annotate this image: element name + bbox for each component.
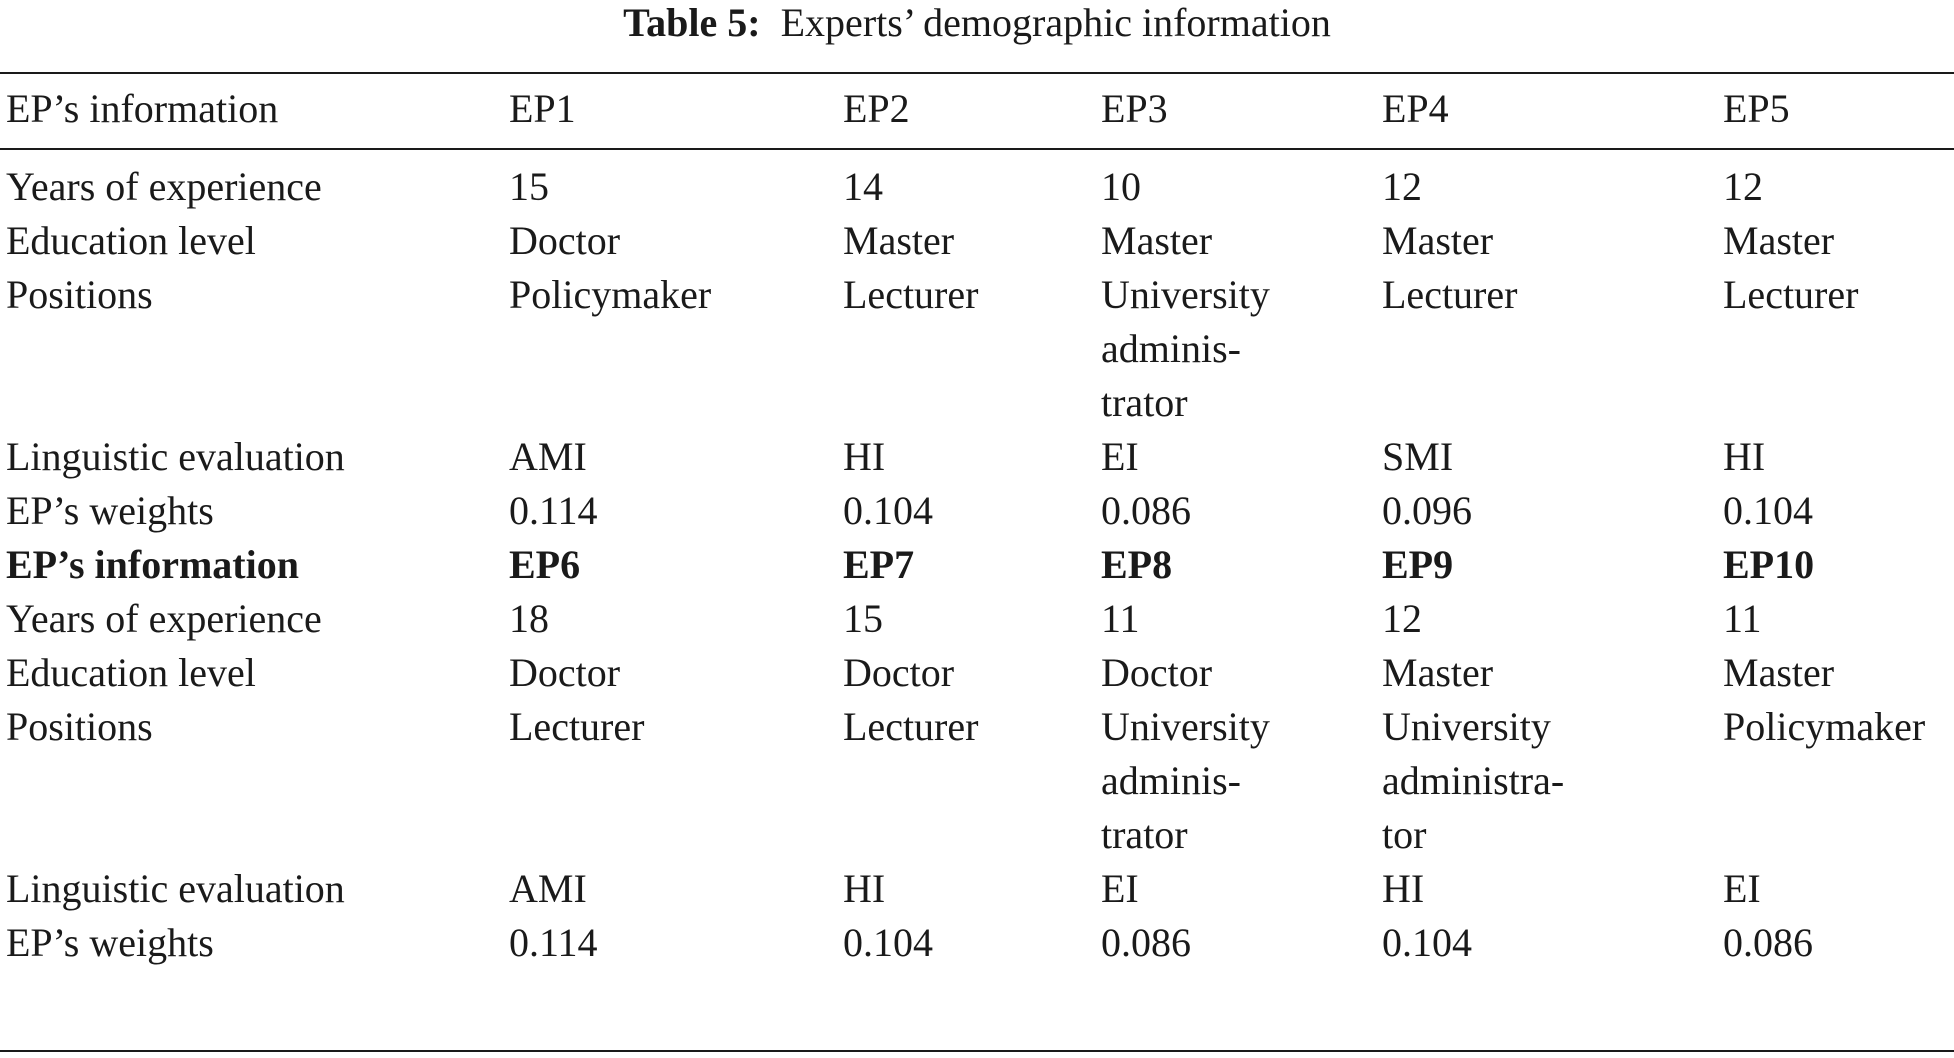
header-row <box>0 82 1954 148</box>
subheader-row <box>0 538 1954 592</box>
table-cell: Master <box>1101 218 1213 263</box>
table-cell: Lecturer <box>509 704 645 749</box>
table-cell: HI <box>843 434 886 479</box>
bottom-rule <box>0 1050 1954 1052</box>
table-cell: University administra- tor <box>1382 704 1565 857</box>
table-cell: Lecturer <box>1382 272 1518 317</box>
row-label: Linguistic evaluation <box>6 434 345 479</box>
table-cell: 0.096 <box>1382 488 1472 533</box>
table-cell: 0.104 <box>1723 488 1813 533</box>
table-row <box>0 700 1954 862</box>
table-cell: 15 <box>843 596 883 641</box>
table-caption <box>0 0 1954 46</box>
table-cell: Lecturer <box>843 272 979 317</box>
table-cell: 0.114 <box>509 920 598 965</box>
table-cell: Master <box>843 218 955 263</box>
row-label: Education level <box>6 218 256 263</box>
header-cell: EP1 <box>509 86 576 131</box>
table-cell: 14 <box>843 164 883 209</box>
table-row <box>0 430 1954 484</box>
table-cell: AMI <box>509 866 587 911</box>
table-cell: Doctor <box>509 218 621 263</box>
table-cell: Lecturer <box>1723 272 1859 317</box>
table-cell: Policymaker <box>509 272 712 317</box>
table-cell: 0.104 <box>843 488 933 533</box>
table-cell: Doctor <box>1101 650 1213 695</box>
table-cell: AMI <box>509 434 587 479</box>
row-label: Years of experience <box>6 596 322 641</box>
table-cell: HI <box>1382 866 1425 911</box>
table-cell: 11 <box>1101 596 1140 641</box>
table-cell: Doctor <box>509 650 621 695</box>
table-cell: Master <box>1382 650 1494 695</box>
table-row <box>0 268 1954 430</box>
table-cell: EP8 <box>1101 542 1173 587</box>
table-row <box>0 148 1954 214</box>
table-cell: SMI <box>1382 434 1454 479</box>
row-label: EP’s information <box>6 542 299 587</box>
table-cell: 11 <box>1723 596 1762 641</box>
header-cell: EP4 <box>1382 86 1449 131</box>
row-label: EP’s weights <box>6 920 214 965</box>
row-label: EP’s weights <box>6 488 214 533</box>
row-label: Years of experience <box>6 164 322 209</box>
table-cell: 18 <box>509 596 549 641</box>
table-row <box>0 646 1954 700</box>
top-rule <box>0 72 1954 74</box>
table-cell: Policymaker <box>1723 704 1926 749</box>
table-cell: 0.086 <box>1101 920 1191 965</box>
table-cell: Master <box>1723 218 1835 263</box>
experts-table <box>0 82 1954 970</box>
table-row <box>0 214 1954 268</box>
table-cell: Master <box>1723 650 1835 695</box>
header-cell: EP’s information <box>6 86 279 131</box>
table-cell: 12 <box>1723 164 1763 209</box>
table-cell: 0.104 <box>1382 920 1472 965</box>
table-cell: Lecturer <box>843 704 979 749</box>
table-cell: 0.086 <box>1723 920 1813 965</box>
table-cell: EI <box>1101 434 1139 479</box>
header-cell: EP5 <box>1723 86 1790 131</box>
table-cell: 0.114 <box>509 488 598 533</box>
caption-label: Table 5: <box>623 0 761 45</box>
table-cell: University adminis- trator <box>1101 272 1270 425</box>
row-label: Positions <box>6 272 153 317</box>
row-label: Positions <box>6 704 153 749</box>
table-cell: Master <box>1382 218 1494 263</box>
table-row <box>0 484 1954 538</box>
table-cell: 12 <box>1382 596 1422 641</box>
table-cell: 0.104 <box>843 920 933 965</box>
table-cell: EP7 <box>843 542 915 587</box>
table-row <box>0 916 1954 970</box>
caption-text: Experts’ demographic information <box>780 0 1331 45</box>
table-row <box>0 862 1954 916</box>
row-label: Linguistic evaluation <box>6 866 345 911</box>
table-cell: 12 <box>1382 164 1422 209</box>
header-cell: EP2 <box>843 86 910 131</box>
table-cell: EI <box>1101 866 1139 911</box>
row-label: Education level <box>6 650 256 695</box>
header-cell: EP3 <box>1101 86 1168 131</box>
table-cell: HI <box>1723 434 1766 479</box>
table-cell: EP6 <box>509 542 581 587</box>
table-cell: Doctor <box>843 650 955 695</box>
table-row <box>0 592 1954 646</box>
table-cell: 0.086 <box>1101 488 1191 533</box>
table-cell: University adminis- trator <box>1101 704 1270 857</box>
table-cell: 15 <box>509 164 549 209</box>
table-cell: EP9 <box>1382 542 1454 587</box>
table-cell: HI <box>843 866 886 911</box>
table-cell: 10 <box>1101 164 1141 209</box>
table-cell: EP10 <box>1723 542 1815 587</box>
table-cell: EI <box>1723 866 1761 911</box>
